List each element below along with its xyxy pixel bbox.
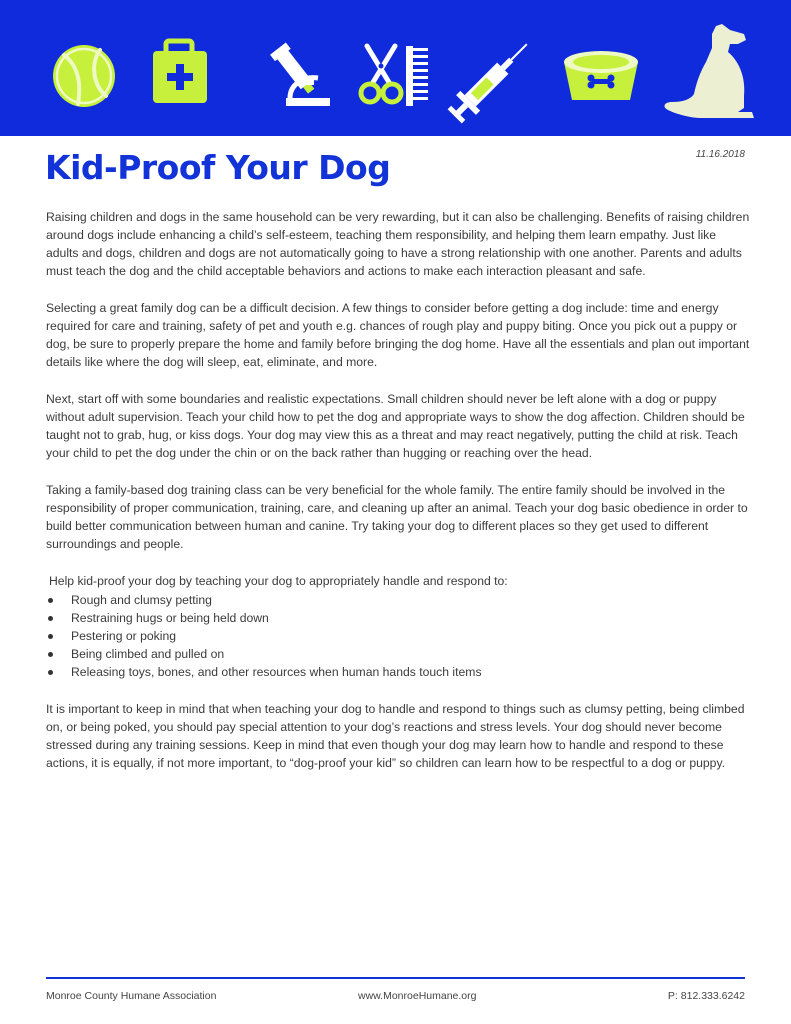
- list-intro: Help kid-proof your dog by teaching your dog to appropriately handle and respond to:: [49, 574, 508, 588]
- dog-silhouette-icon: [665, 24, 754, 118]
- bullet-list: [46, 591, 750, 681]
- page-title: Kid-Proof Your Dog: [45, 148, 391, 187]
- document-date: 11.16.2018: [695, 149, 745, 160]
- footer-organization: Monroe County Humane Association: [46, 990, 217, 1002]
- footer-divider: [46, 977, 745, 979]
- list-item: Being climbed and pulled on: [46, 645, 750, 663]
- list-item: Restraining hugs or being held down: [46, 609, 750, 627]
- first-aid-kit-icon: [153, 41, 207, 103]
- dog-bowl-icon: [564, 51, 638, 100]
- header-banner: [0, 0, 791, 136]
- paragraph-intro: Raising children and dogs in the same household can be very rewarding, but it can also be challenging. Benefits of raising children around dogs include enhancing a child’s self-esteem, teaching them responsibility, and helping them learn empathy. Just like adults and dogs, children and dogs are not automatically going to have a strong relationship with one another. Parents and adults must teach the dog and the child acceptable behaviors and actions to make each interaction pleasant and safe.: [46, 210, 750, 278]
- paragraph-selecting-dog: Selecting a great family dog can be a difficult decision. A few things to consider before getting a dog include: time and energy required for care and training, safety of pet and youth e.g. chances of rough play and puppy biting. Once you pick out a puppy or dog, be sure to properly prepare the home and family before bringing the dog home. Have all the essentials and plan out important details like where the dog will sleep, eat, eliminate, and more.: [46, 301, 750, 369]
- ball-icon: [53, 45, 115, 107]
- list-item: Rough and clumsy petting: [46, 591, 750, 609]
- footer-phone: P: 812.333.6242: [667, 990, 745, 1002]
- list-item: Releasing toys, bones, and other resources when human hands touch items: [46, 663, 750, 681]
- footer-website: www.MonroeHumane.org: [358, 990, 477, 1002]
- scissors-icon: [361, 46, 401, 102]
- syringe-icon: [445, 34, 537, 126]
- microscope-icon: [270, 42, 330, 106]
- paragraph-closing: It is important to keep in mind that when teaching your dog to handle and respond to things such as clumsy petting, being climbed on, or being poked, you should pay special attention to your dog’s reactions and stress levels. Your dog should never become stressed during any training sessions. Keep in mind that even though your dog may learn how to handle and respond to these actions, it is equally, if not more important, to “dog-proof your kid” so children can learn how to be respectful to a dog or puppy.: [46, 702, 745, 770]
- article-body: [46, 208, 750, 791]
- paragraph-boundaries: Next, start off with some boundaries and realistic expectations. Small children should never be left alone with a dog or puppy without adult supervision. Teach your child how to pet the dog and appropriate ways to show the dog affection. Children should be taught not to grab, hug, or kiss dogs. Your dog may view this as a threat and may react negatively, putting the child at risk. Teach your child to pet the dog under the chin or on the back rather than hugging or reaching over the head.: [46, 392, 745, 460]
- list-item: Pestering or poking: [46, 627, 750, 645]
- paragraph-training-class: Taking a family-based dog training class can be very beneficial for the whole family. The entire family should be involved in the responsibility of proper communication, training, care, and cleaning up after an animal. Teach your dog basic obedience in order to build better communication between human and canine. Try taking your dog to different places so they get used to different surroundings and people.: [46, 483, 748, 551]
- comb-icon: [406, 46, 428, 106]
- header-icons: [0, 0, 791, 136]
